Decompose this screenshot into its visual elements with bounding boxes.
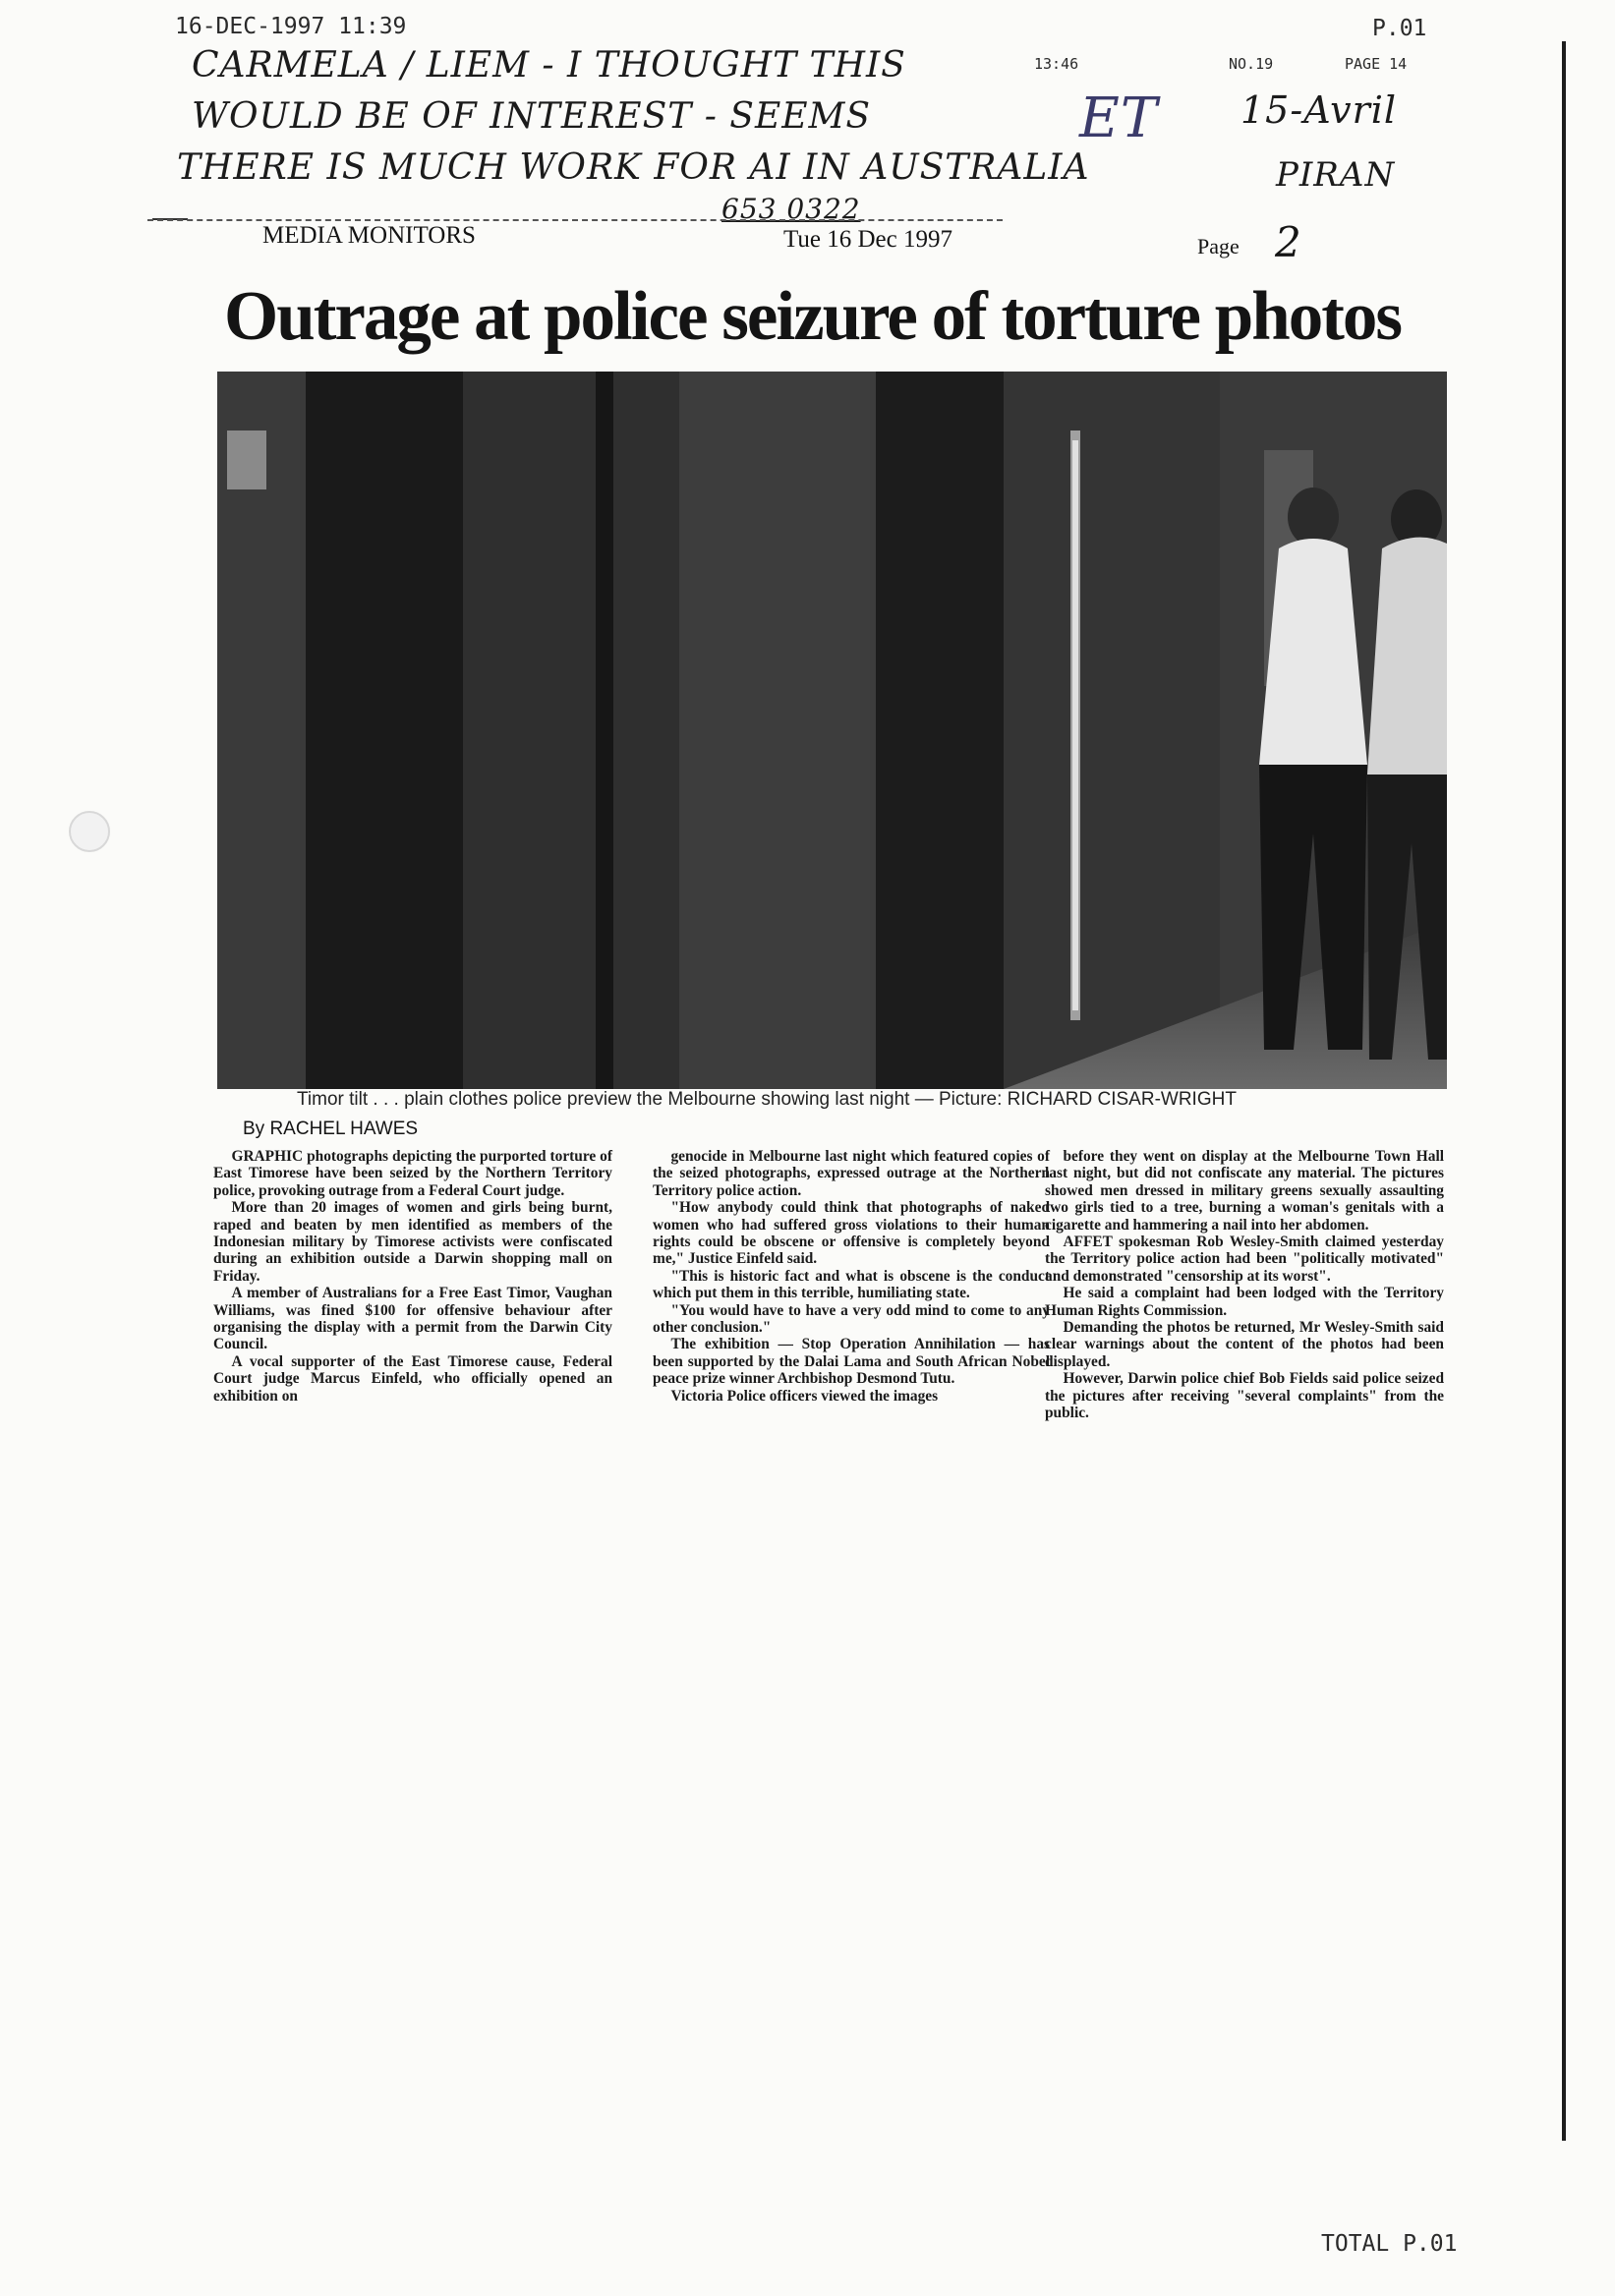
article-headline: Outrage at police seizure of torture photos <box>224 278 1402 355</box>
paragraph: A vocal supporter of the East Timorese cause, Federal Court judge Marcus Einfeld, who officially opened an exhibition on <box>213 1352 612 1405</box>
handwritten-note-line-1: CARMELA / LIEM - I THOUGHT THIS <box>192 45 906 86</box>
paragraph: "This is historic fact and what is obscene is the conduct which put them in this terrible, humiliating state. <box>653 1267 1050 1302</box>
paragraph: before they went on display at the Melbourne Town Hall last night, but did not confiscate any material. The pictures showed men dressed in military greens sexually assaulting two girls tied to a tree, burning a woman's genitals with a cigarette and hammering a nail into her abdomen. <box>1045 1148 1444 1234</box>
fax-page: P.01 <box>1372 16 1427 41</box>
paragraph: However, Darwin police chief Bob Fields said police seized the pictures after receiving "several complaints" from the public. <box>1045 1370 1444 1422</box>
paragraph: genocide in Melbourne last night which featured copies of the seized photographs, expressed outrage at the Northern Territory police action. <box>653 1148 1050 1199</box>
margin-line <box>1562 41 1566 2141</box>
paragraph: Demanding the photos be returned, Mr Wesley-Smith said clear warnings about the content of the photos had been displayed. <box>1045 1319 1444 1370</box>
fax-time: 13:46 <box>1034 55 1079 73</box>
fax-page-number: PAGE 14 <box>1345 55 1408 73</box>
article-column-2 <box>653 1148 1050 1405</box>
article-column-1 <box>213 1148 612 1405</box>
header-divider <box>147 219 1003 221</box>
paragraph: A member of Australians for a Free East Timor, Vaughan Williams, was fined $100 for offensive behaviour after organising the display with a permit from the Darwin City Council. <box>213 1285 612 1353</box>
handwritten-note-line-2: WOULD BE OF INTEREST - SEEMS <box>192 96 872 137</box>
handwritten-et-mark: ET <box>1079 86 1159 150</box>
paragraph: Victoria Police officers viewed the images <box>670 1387 939 1405</box>
paragraph: GRAPHIC photographs depicting the purported torture of East Timorese have been seized by the Northern Territory police, provoking outrage from a Federal Court judge. <box>213 1148 612 1199</box>
fax-total-pages: TOTAL P.01 <box>1321 2231 1458 2257</box>
clipping-date: Tue 16 Dec 1997 <box>783 226 952 253</box>
paragraph: "You would have to have a very odd mind to come to any other conclusion." <box>653 1301 1050 1337</box>
article-column-3 <box>1045 1148 1444 1422</box>
article-byline: By RACHEL HAWES <box>243 1119 419 1139</box>
paragraph: "How anybody could think that photographs of naked women who had suffered gross violations to their human rights could be obscene or offensive is completely beyond me," Justice Einfeld said. <box>653 1199 1050 1268</box>
handwritten-phone-number: 653 0322 <box>721 193 861 225</box>
punch-hole <box>69 811 110 852</box>
clipping-source: MEDIA MONITORS <box>262 222 476 249</box>
fax-datetime: 16-DEC-1997 11:39 <box>175 14 407 39</box>
fax-number: NO.19 <box>1229 55 1274 73</box>
handwritten-date: 15-Avril <box>1240 88 1398 132</box>
paragraph: AFFET spokesman Rob Wesley-Smith claimed yesterday the Territory police action had been "politically motivated" and demonstrated "censorship at its worst". <box>1045 1234 1444 1285</box>
handwritten-page-number: 2 <box>1275 218 1301 266</box>
paragraph: More than 20 images of women and girls being burnt, raped and beaten by men identified as members of the Indonesian military by Timorese activists were confiscated during an exhibition outside a Darwin shopping mall on Friday. <box>213 1199 612 1285</box>
page-label: Page <box>1197 234 1240 258</box>
handwritten-note-line-3: THERE IS MUCH WORK FOR AI IN AUSTRALIA <box>177 147 1090 188</box>
paragraph: The exhibition — Stop Operation Annihilation — has been supported by the Dalai Lama and South African Nobel peace prize winner Archbishop Desmond Tutu. <box>653 1336 1050 1388</box>
handwritten-name: PIRAN <box>1276 155 1396 195</box>
article-photo <box>217 372 1447 1089</box>
photo-caption: Timor tilt . . . plain clothes police preview the Melbourne showing last night — Picture: RICHARD CISAR-WRIGHT <box>297 1089 1237 1110</box>
paragraph: He said a complaint had been lodged with the Territory Human Rights Commission. <box>1045 1285 1444 1319</box>
